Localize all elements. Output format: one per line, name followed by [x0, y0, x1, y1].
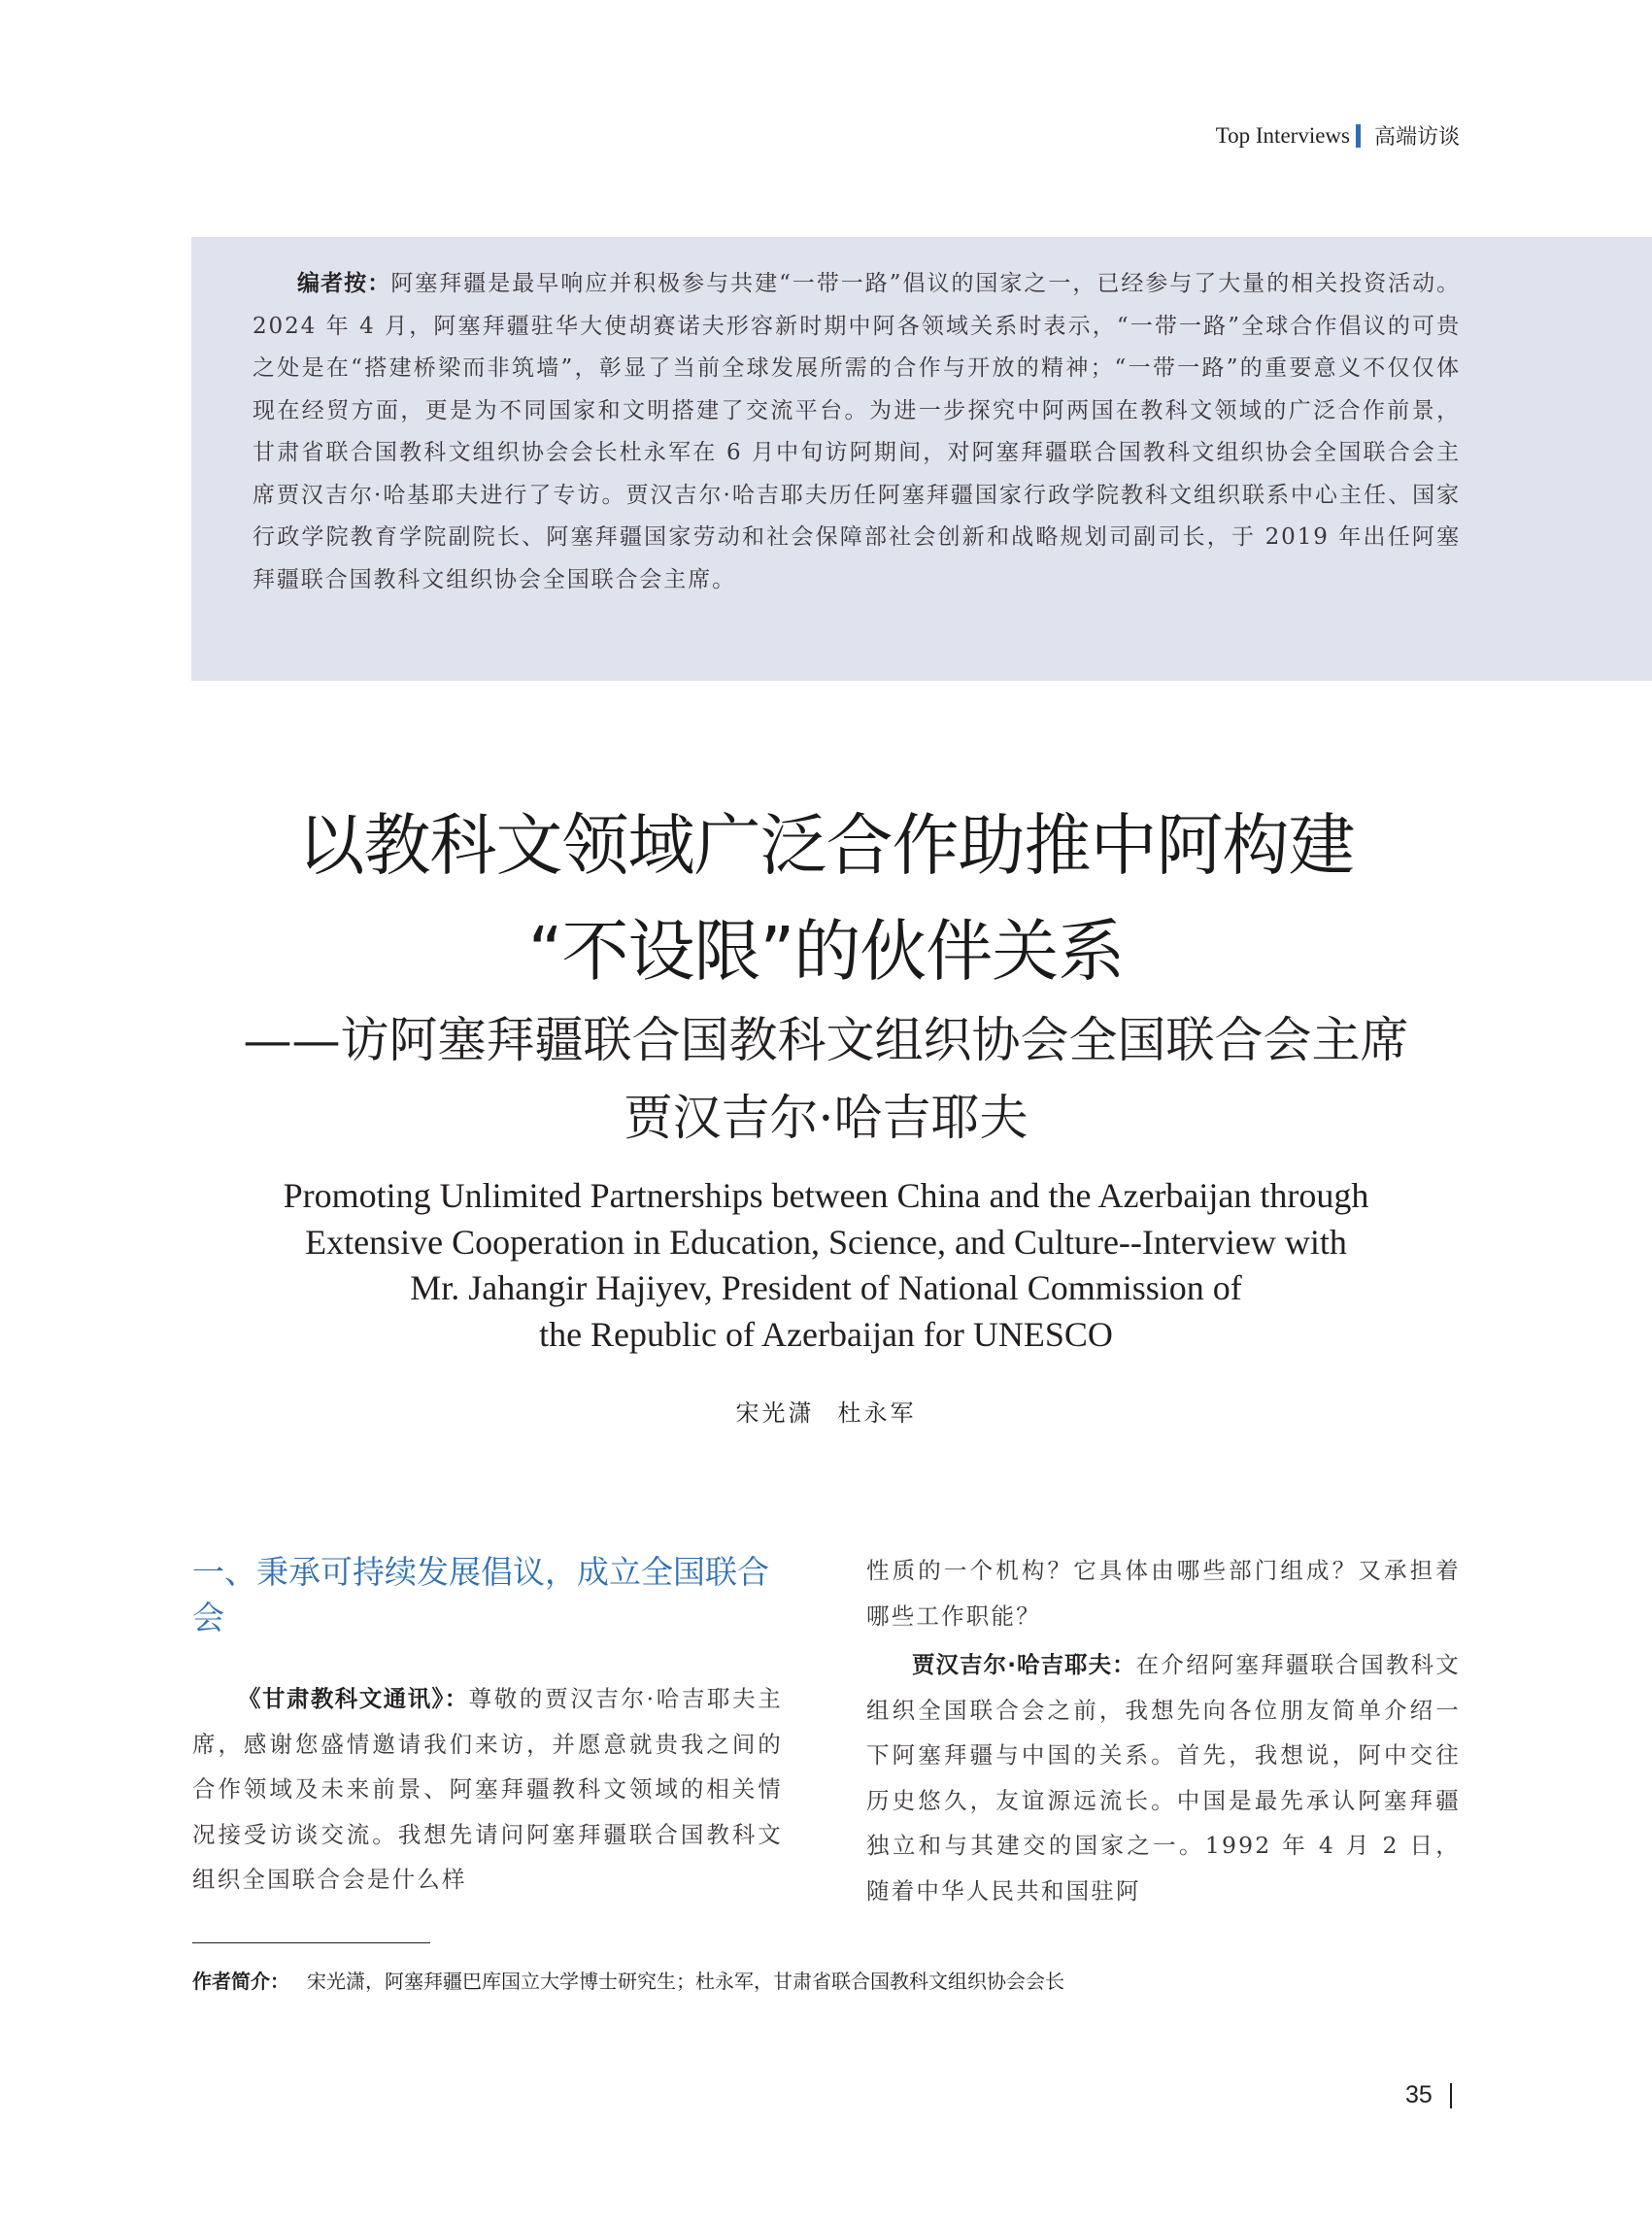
- right-column: [866, 1548, 1461, 1913]
- author-name: 宋光潇: [735, 1399, 815, 1427]
- english-title-line: Promoting Unlimited Partnerships between China and the Azerbaijan through: [283, 1176, 1369, 1215]
- english-title-line: Extensive Cooperation in Education, Science, and Culture--Interview with: [305, 1222, 1347, 1262]
- author-footnote: [192, 1967, 1455, 1996]
- question-text: 尊敬的贾汉吉尔·哈吉耶夫主席，感谢您盛情邀请我们来访，并愿意就贵我之间的合作领域及未来前景、阿塞拜疆教科文领域的相关情况接受访谈交流。我想先请问阿塞拜疆联合国教科文组织全国联合会是什么样: [192, 1685, 784, 1893]
- answer-paragraph: [866, 1642, 1461, 1913]
- left-column: [192, 1676, 783, 1903]
- section-label-cn: 高端访谈: [1373, 125, 1460, 150]
- author-byline: [0, 1397, 1652, 1430]
- author-name: 杜永军: [837, 1399, 917, 1427]
- footnote-text: 宋光潇，阿塞拜疆巴库国立大学博士研究生；杜永军，甘肃省联合国教科文组织协会会长: [307, 1970, 1064, 1993]
- section-divider-bar: [1356, 124, 1361, 148]
- english-title: [0, 1173, 1652, 1358]
- question-lead: 《甘肃教科文通讯》：: [238, 1685, 469, 1712]
- english-title-line: the Republic of Azerbaijan for UNESCO: [539, 1314, 1113, 1354]
- question-paragraph: [192, 1676, 783, 1903]
- article-subtitle-line-1: ——访阿塞拜疆联合国教科文组织协会全国联合会主席: [243, 1012, 1409, 1068]
- answer-text: 在介绍阿塞拜疆联合国教科文组织全国联合会之前，我想先向各位朋友简单介绍一下阿塞拜疆与中国的关系。首先，我想说，阿中交往历史悠久，友谊源远流长。中国是最先承认阿塞拜疆独立和与其建交的国家之一。1992 年 4 月 2 日，随着中华人民共和国驻阿: [866, 1651, 1461, 1905]
- answer-lead: 贾汉吉尔·哈吉耶夫：: [912, 1651, 1136, 1678]
- footnote-label: 作者简介：: [192, 1970, 289, 1993]
- english-title-line: Mr. Jahangir Hajiyev, President of National Commission of: [410, 1268, 1242, 1307]
- question-continuation: 性质的一个机构？它具体由哪些部门组成？又承担着哪些工作职能？: [866, 1557, 1461, 1630]
- page-number: [1405, 2081, 1452, 2109]
- article-title-line-1: 以教科文领域广泛合作助推中阿构建: [297, 807, 1355, 885]
- section-label-en: Top Interviews: [1215, 122, 1350, 148]
- page-number-text: 35: [1405, 2081, 1433, 2108]
- page-number-rule: [1450, 2083, 1452, 2108]
- editor-note-text: [253, 263, 1461, 601]
- editor-note-lead: 编者按：: [297, 271, 391, 296]
- footnote-rule: [192, 1942, 430, 1943]
- running-header: [1216, 120, 1460, 151]
- section-heading: 一、秉承可持续发展倡议，成立全国联合会: [192, 1553, 769, 1636]
- editor-note-box: [191, 237, 1652, 681]
- editor-note-body: 阿塞拜疆是最早响应并积极参与共建“一带一路”倡议的国家之一，已经参与了大量的相关投资活动。2024 年 4 月，阿塞拜疆驻华大使胡赛诺夫形容新时期中阿各领域关系时表示，“一带一路”全球合作倡议的可贵之处是在“搭建桥梁而非筑墙”，彰显了当前全球发展所需的合作与开放的精神；“一带一路”的重要意义不仅仅体现在经贸方面，更是为不同国家和文明搭建了交流平台。为进一步探究中阿两国在教科文领域的广泛合作前景，甘肃省联合国教科文组织协会会长杜永军在 6 月中旬访阿期间，对阿塞拜疆联合国教科文组织协会全国联合会主席贾汉吉尔·哈基耶夫进行了专访。贾汉吉尔·哈吉耶夫历任阿塞拜疆国家行政学院教科文组织联系中心主任、国家行政学院教育学院副院长、阿塞拜疆国家劳动和社会保障部社会创新和战略规划司副司长，于 2019 年出任阿塞拜疆联合国教科文组织协会全国联合会主席。: [253, 271, 1461, 592]
- article-title-line-2: “不设限”的伙伴关系: [527, 913, 1125, 991]
- article-subtitle-line-2: 贾汉吉尔·哈吉耶夫: [624, 1090, 1028, 1146]
